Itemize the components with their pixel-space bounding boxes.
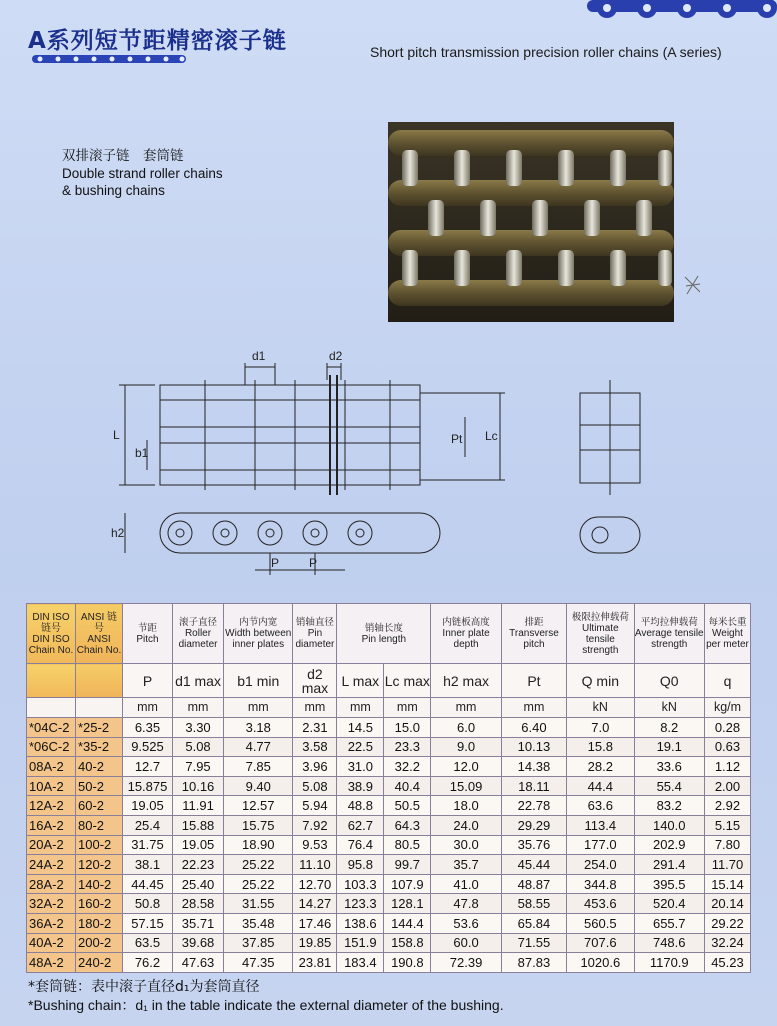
- table-cell: 7.92: [293, 815, 337, 835]
- table-row: [27, 894, 751, 914]
- table-cell: 33.6: [634, 757, 704, 777]
- table-row: [27, 835, 751, 855]
- ansi-unit: [76, 698, 123, 718]
- intro-title-en-2: & bushing chains: [62, 183, 165, 198]
- ansi-header-en: ANSI Chain No.: [76, 633, 122, 656]
- table-cell: 7.85: [224, 757, 293, 777]
- footnote-cn: *套筒链：表中滚子直径d₁为套筒直径: [28, 979, 260, 995]
- cell-ansi-no: 240-2: [76, 953, 123, 973]
- unit-7: mm: [501, 698, 566, 718]
- title-chain-decoration: [30, 52, 190, 66]
- unit-8: kN: [567, 698, 634, 718]
- col-avg-header: 平均拉伸载荷 Average tensile strength: [634, 604, 704, 664]
- table-row: [27, 757, 751, 777]
- table-cell: 7.0: [567, 718, 634, 738]
- intro-text: [62, 148, 223, 199]
- sym-9: Q0: [634, 664, 704, 698]
- cell-ansi-no: 40-2: [76, 757, 123, 777]
- table-cell: 15.0: [384, 718, 431, 738]
- table-cell: 18.90: [224, 835, 293, 855]
- col-ansi-header: [76, 604, 123, 664]
- table-row: [27, 796, 751, 816]
- table-cell: 25.4: [122, 815, 172, 835]
- cell-din-no: 08A-2: [27, 757, 76, 777]
- sym-1: d1 max: [173, 664, 224, 698]
- col-width-header: 内节内宽 Width between inner plates: [224, 604, 293, 664]
- table-cell: 22.5: [337, 737, 384, 757]
- cell-din-no: 40A-2: [27, 933, 76, 953]
- table-cell: 19.85: [293, 933, 337, 953]
- table-cell: 35.76: [501, 835, 566, 855]
- table-cell: 44.45: [122, 874, 172, 894]
- table-row: [27, 737, 751, 757]
- cell-din-no: 16A-2: [27, 815, 76, 835]
- din-chain-no: [27, 664, 76, 698]
- table-cell: 29.29: [501, 815, 566, 835]
- sym-7: Pt: [501, 664, 566, 698]
- table-cell: 748.6: [634, 933, 704, 953]
- table-cell: 138.6: [337, 913, 384, 933]
- table-cell: 3.30: [173, 718, 224, 738]
- table-cell: 15.88: [173, 815, 224, 835]
- table-cell: 10.13: [501, 737, 566, 757]
- table-cell: 15.875: [122, 776, 172, 796]
- intro-title-cn: 双排滚子链 套筒链: [62, 148, 184, 164]
- table-cell: 453.6: [567, 894, 634, 914]
- table-cell: 144.4: [384, 913, 431, 933]
- table-cell: 23.3: [384, 737, 431, 757]
- cell-ansi-no: 120-2: [76, 855, 123, 875]
- ansi-chain-no: [76, 664, 123, 698]
- table-cell: 1020.6: [567, 953, 634, 973]
- cell-din-no: 10A-2: [27, 776, 76, 796]
- intro-title-en-1: Double strand roller chains: [62, 166, 223, 181]
- table-cell: 35.48: [224, 913, 293, 933]
- cell-ansi-no: 180-2: [76, 913, 123, 933]
- table-cell: 14.5: [337, 718, 384, 738]
- table-cell: 83.2: [634, 796, 704, 816]
- table-cell: 31.75: [122, 835, 172, 855]
- table-row: [27, 776, 751, 796]
- table-cell: 23.81: [293, 953, 337, 973]
- table-cell: 29.22: [704, 913, 750, 933]
- table-cell: 2.92: [704, 796, 750, 816]
- table-cell: 57.15: [122, 913, 172, 933]
- table-cell: 190.8: [384, 953, 431, 973]
- corner-chain-decoration: [567, 0, 777, 24]
- unit-5: mm: [384, 698, 431, 718]
- table-cell: 95.8: [337, 855, 384, 875]
- table-cell: 45.23: [704, 953, 750, 973]
- table-row: [27, 874, 751, 894]
- table-cell: 45.44: [501, 855, 566, 875]
- table-cell: 1170.9: [634, 953, 704, 973]
- label-h2: h2: [111, 526, 125, 540]
- table-cell: 113.4: [567, 815, 634, 835]
- table-cell: 11.70: [704, 855, 750, 875]
- table-cell: 10.16: [173, 776, 224, 796]
- table-cell: 47.63: [173, 953, 224, 973]
- table-cell: 9.0: [431, 737, 501, 757]
- label-d2: d2: [329, 349, 343, 363]
- table-cell: 2.00: [704, 776, 750, 796]
- table-cell: 44.4: [567, 776, 634, 796]
- table-cell: 291.4: [634, 855, 704, 875]
- cell-ansi-no: 100-2: [76, 835, 123, 855]
- din-unit: [27, 698, 76, 718]
- table-cell: 11.91: [173, 796, 224, 816]
- cell-din-no: 12A-2: [27, 796, 76, 816]
- table-cell: 5.94: [293, 796, 337, 816]
- technical-diagram: [105, 345, 665, 585]
- table-cell: 38.9: [337, 776, 384, 796]
- table-cell: 15.75: [224, 815, 293, 835]
- label-P-2: P: [309, 556, 318, 570]
- table-cell: 11.10: [293, 855, 337, 875]
- unit-4: mm: [337, 698, 384, 718]
- unit-1: mm: [173, 698, 224, 718]
- table-cell: 47.8: [431, 894, 501, 914]
- table-cell: 47.35: [224, 953, 293, 973]
- sym-6: h2 max: [431, 664, 501, 698]
- table-cell: 103.3: [337, 874, 384, 894]
- table-cell: 48.8: [337, 796, 384, 816]
- table-cell: 15.09: [431, 776, 501, 796]
- table-cell: 9.40: [224, 776, 293, 796]
- unit-6: mm: [431, 698, 501, 718]
- cell-din-no: *04C-2: [27, 718, 76, 738]
- label-b1: b1: [135, 446, 149, 460]
- table-cell: 37.85: [224, 933, 293, 953]
- table-cell: 520.4: [634, 894, 704, 914]
- table-cell: 177.0: [567, 835, 634, 855]
- sym-2: b1 min: [224, 664, 293, 698]
- cell-din-no: 28A-2: [27, 874, 76, 894]
- table-row: [27, 855, 751, 875]
- cell-ansi-no: 60-2: [76, 796, 123, 816]
- table-cell: 15.14: [704, 874, 750, 894]
- unit-0: mm: [122, 698, 172, 718]
- table-cell: 7.95: [173, 757, 224, 777]
- table-cell: 17.46: [293, 913, 337, 933]
- table-cell: 35.71: [173, 913, 224, 933]
- col-wt-header: 每米长重 Weight per meter: [704, 604, 750, 664]
- table-cell: 12.7: [122, 757, 172, 777]
- table-cell: 65.84: [501, 913, 566, 933]
- table-cell: 6.40: [501, 718, 566, 738]
- table-cell: 1.12: [704, 757, 750, 777]
- table-cell: 28.58: [173, 894, 224, 914]
- table-cell: 140.0: [634, 815, 704, 835]
- table-cell: 344.8: [567, 874, 634, 894]
- cell-din-no: 48A-2: [27, 953, 76, 973]
- label-L: L: [113, 428, 120, 442]
- label-Pt: Pt: [451, 432, 463, 446]
- table-cell: 48.87: [501, 874, 566, 894]
- table-cell: 0.63: [704, 737, 750, 757]
- col-pitch-header: 节距 Pitch: [122, 604, 172, 664]
- sym-3: d2 max: [293, 664, 337, 698]
- table-cell: 60.0: [431, 933, 501, 953]
- cell-ansi-no: 50-2: [76, 776, 123, 796]
- table-cell: 560.5: [567, 913, 634, 933]
- table-cell: 22.78: [501, 796, 566, 816]
- col-trans-header: 排距 Transverse pitch: [501, 604, 566, 664]
- table-cell: 707.6: [567, 933, 634, 953]
- table-row: [27, 913, 751, 933]
- unit-10: kg/m: [704, 698, 750, 718]
- cell-ansi-no: 160-2: [76, 894, 123, 914]
- table-cell: 31.55: [224, 894, 293, 914]
- unit-3: mm: [293, 698, 337, 718]
- table-cell: 72.39: [431, 953, 501, 973]
- table-cell: 32.2: [384, 757, 431, 777]
- table-cell: 12.0: [431, 757, 501, 777]
- spec-table-body: [27, 718, 751, 973]
- table-cell: 4.77: [224, 737, 293, 757]
- din-header-cn: DIN ISO 链号: [32, 611, 70, 634]
- table-cell: 7.80: [704, 835, 750, 855]
- page-title-cn: A系列短节距精密滚子链: [28, 28, 287, 54]
- table-cell: 12.70: [293, 874, 337, 894]
- table-cell: 38.1: [122, 855, 172, 875]
- table-cell: 76.2: [122, 953, 172, 973]
- table-cell: 3.18: [224, 718, 293, 738]
- table-cell: 50.5: [384, 796, 431, 816]
- col-ult-header: 极限拉伸载荷 Ultimate tensile strength: [567, 604, 634, 664]
- table-cell: 9.53: [293, 835, 337, 855]
- table-cell: 655.7: [634, 913, 704, 933]
- footnote-en: *Bushing chain：d₁ in the table indicate the external diameter of the bushing.: [28, 997, 504, 1013]
- sym-5: Lc max: [384, 664, 431, 698]
- table-cell: 19.05: [122, 796, 172, 816]
- table-cell: 9.525: [122, 737, 172, 757]
- table-cell: 5.08: [173, 737, 224, 757]
- table-cell: 25.40: [173, 874, 224, 894]
- table-row: [27, 933, 751, 953]
- cell-ansi-no: 80-2: [76, 815, 123, 835]
- table-cell: 15.8: [567, 737, 634, 757]
- table-cell: 6.35: [122, 718, 172, 738]
- cell-din-no: 20A-2: [27, 835, 76, 855]
- col-roller-header: 滚子直径 Roller diameter: [173, 604, 224, 664]
- table-cell: 123.3: [337, 894, 384, 914]
- cell-din-no: 36A-2: [27, 913, 76, 933]
- table-cell: 254.0: [567, 855, 634, 875]
- table-cell: 63.5: [122, 933, 172, 953]
- unit-2: mm: [224, 698, 293, 718]
- cell-din-no: 24A-2: [27, 855, 76, 875]
- table-cell: 28.2: [567, 757, 634, 777]
- table-cell: 107.9: [384, 874, 431, 894]
- table-cell: 87.83: [501, 953, 566, 973]
- spec-table-container: [26, 603, 751, 973]
- table-cell: 14.27: [293, 894, 337, 914]
- table-cell: 30.0: [431, 835, 501, 855]
- table-cell: 62.7: [337, 815, 384, 835]
- table-row: [27, 953, 751, 973]
- table-cell: 76.4: [337, 835, 384, 855]
- table-cell: 22.23: [173, 855, 224, 875]
- table-cell: 158.8: [384, 933, 431, 953]
- table-cell: 151.9: [337, 933, 384, 953]
- table-cell: 24.0: [431, 815, 501, 835]
- table-cell: 25.22: [224, 874, 293, 894]
- din-header-en: DIN ISO Chain No.: [28, 633, 74, 656]
- table-cell: 20.14: [704, 894, 750, 914]
- table-cell: 40.4: [384, 776, 431, 796]
- label-Lc: Lc: [485, 429, 498, 443]
- cell-ansi-no: 200-2: [76, 933, 123, 953]
- table-cell: 5.15: [704, 815, 750, 835]
- table-cell: 3.96: [293, 757, 337, 777]
- table-cell: 128.1: [384, 894, 431, 914]
- table-cell: 55.4: [634, 776, 704, 796]
- table-cell: 6.0: [431, 718, 501, 738]
- table-cell: 18.0: [431, 796, 501, 816]
- table-cell: 183.4: [337, 953, 384, 973]
- table-cell: 19.05: [173, 835, 224, 855]
- table-cell: 25.22: [224, 855, 293, 875]
- unit-9: kN: [634, 698, 704, 718]
- sym-8: Q min: [567, 664, 634, 698]
- cell-ansi-no: *25-2: [76, 718, 123, 738]
- cell-din-no: *06C-2: [27, 737, 76, 757]
- table-cell: 2.31: [293, 718, 337, 738]
- table-cell: 63.6: [567, 796, 634, 816]
- col-din-header: [27, 604, 76, 664]
- label-d1: d1: [252, 349, 266, 363]
- table-cell: 99.7: [384, 855, 431, 875]
- cell-ansi-no: *35-2: [76, 737, 123, 757]
- cell-din-no: 32A-2: [27, 894, 76, 914]
- col-depth-header: 内链板高度 Inner plate depth: [431, 604, 501, 664]
- table-cell: 50.8: [122, 894, 172, 914]
- table-cell: 202.9: [634, 835, 704, 855]
- pen-mark: [682, 272, 704, 298]
- page-title-en: Short pitch transmission precision roller chains (A series): [370, 44, 722, 60]
- chain-photo: [388, 122, 674, 322]
- table-cell: 18.11: [501, 776, 566, 796]
- label-P-1: P: [271, 556, 280, 570]
- table-cell: 32.24: [704, 933, 750, 953]
- table-cell: 12.57: [224, 796, 293, 816]
- table-cell: 395.5: [634, 874, 704, 894]
- table-cell: 39.68: [173, 933, 224, 953]
- sym-10: q: [704, 664, 750, 698]
- table-cell: 19.1: [634, 737, 704, 757]
- table-cell: 14.38: [501, 757, 566, 777]
- table-cell: 80.5: [384, 835, 431, 855]
- table-cell: 8.2: [634, 718, 704, 738]
- col-pinlen-header: 销轴长度 Pin length: [337, 604, 431, 664]
- sym-0: P: [122, 664, 172, 698]
- table-cell: 31.0: [337, 757, 384, 777]
- ansi-header-cn: ANSI 链号: [80, 611, 118, 634]
- cell-ansi-no: 140-2: [76, 874, 123, 894]
- table-cell: 35.7: [431, 855, 501, 875]
- table-cell: 53.6: [431, 913, 501, 933]
- col-pin-header: 销轴直径 Pin diameter: [293, 604, 337, 664]
- spec-table: [26, 603, 751, 973]
- table-cell: 3.58: [293, 737, 337, 757]
- table-cell: 41.0: [431, 874, 501, 894]
- table-cell: 5.08: [293, 776, 337, 796]
- sym-4: L max: [337, 664, 384, 698]
- table-cell: 58.55: [501, 894, 566, 914]
- table-row: [27, 718, 751, 738]
- table-cell: 64.3: [384, 815, 431, 835]
- table-cell: 0.28: [704, 718, 750, 738]
- table-cell: 71.55: [501, 933, 566, 953]
- table-row: [27, 815, 751, 835]
